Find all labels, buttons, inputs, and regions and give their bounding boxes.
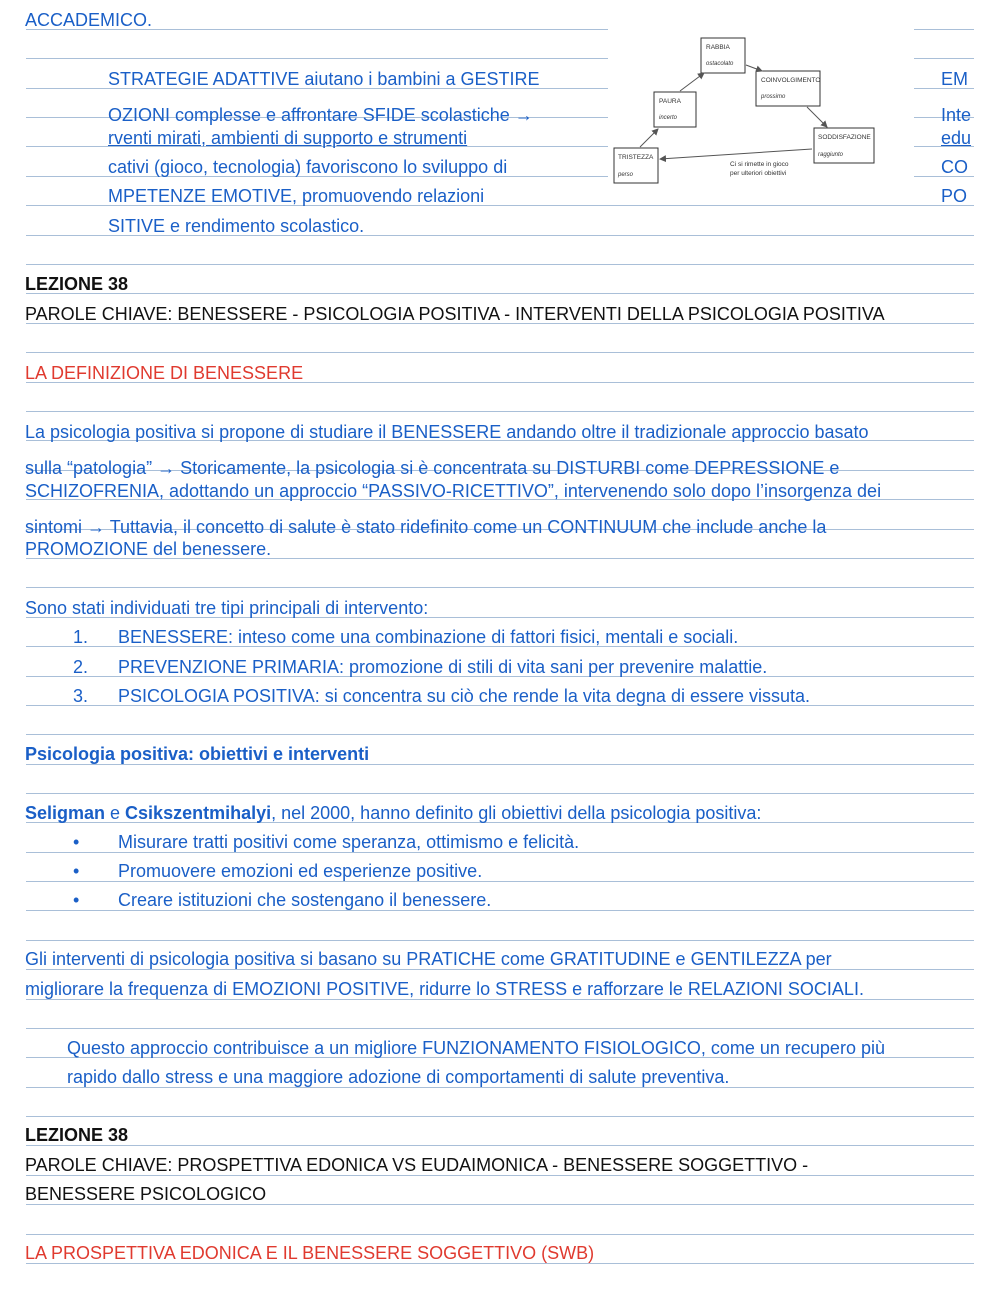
node-title: SODDISFAZIONE (818, 134, 871, 141)
diagram-arrow (640, 129, 658, 147)
authors-rest: , nel 2000, hanno definito gli obiettivi della psicologia positiva: (271, 803, 762, 823)
top-heading: ACCADEMICO. (25, 10, 153, 30)
author-name: Seligman (25, 803, 106, 823)
diagram-arrow (807, 107, 827, 127)
lesson-keywords: PAROLE CHIAVE: BENESSERE - PSICOLOGIA POSITIVA - INTERVENTI DELLA PSICOLOGIA POSITIVA (25, 304, 885, 324)
paragraph-line: Questo approccio contribuisce a un migliore FUNZIONAMENTO FISIOLOGICO, come un recupero più (67, 1038, 885, 1058)
node-title: COINVOLGIMENTO (761, 77, 821, 84)
top-para-line: OZIONI complesse e affrontare SFIDE scolastiche → (108, 105, 533, 125)
numbered-item: BENESSERE: inteso come una combinazione di fattori fisici, mentali e sociali. (118, 627, 739, 647)
top-para-line: SITIVE e rendimento scolastico. (108, 216, 365, 236)
lesson-keywords: BENESSERE PSICOLOGICO (25, 1184, 267, 1204)
top-para-line: STRATEGIE ADATTIVE aiutano i bambini a GESTIRE (108, 69, 540, 89)
bullet: • (73, 861, 80, 881)
section-title: LA PROSPETTIVA EDONICA E IL BENESSERE SOGGETTIVO (SWB) (25, 1243, 595, 1263)
top-para-line: MPETENZE EMOTIVE, promuovendo relazioni (108, 186, 485, 206)
top-para-line: rventi mirati, ambienti di supporto e strumenti (108, 128, 468, 148)
right-fragment: Inte (941, 105, 972, 125)
right-fragment: EM (941, 69, 968, 89)
subheading: Psicologia positiva: obiettivi e interventi (25, 744, 370, 764)
lesson-keywords: PAROLE CHIAVE: PROSPETTIVA EDONICA VS EUDAIMONICA - BENESSERE SOGGETTIVO - (25, 1155, 809, 1175)
lesson-title: LEZIONE 38 (25, 1125, 129, 1145)
paragraph-line: PROMOZIONE del benessere. (25, 539, 272, 559)
node-sub: perso (618, 172, 634, 178)
arrow-label: per ulteriori obiettivi (730, 170, 787, 177)
bullet-item: Promuovere emozioni ed esperienze positive. (118, 861, 483, 881)
authors-line (25, 802, 761, 824)
bullet: • (73, 890, 80, 910)
paragraph-line: SCHIZOFRENIA, adottando un approccio “PASSIVO-RICETTIVO”, intervenendo solo dopo l’insorgenza dei (25, 481, 882, 501)
section-title: LA DEFINIZIONE DI BENESSERE (25, 363, 304, 383)
node-sub: ostacolato (706, 61, 734, 67)
paragraph-line: Gli interventi di psicologia positiva si basano su PRATICHE come GRATITUDINE e GENTILEZZA per (25, 949, 832, 969)
paragraph-line: La psicologia positiva si propone di studiare il BENESSERE andando oltre il tradizionale approccio basato (25, 422, 869, 442)
diagram-node-tristezza (614, 148, 658, 183)
intervention-intro: Sono stati individuati tre tipi principali di intervento: (25, 598, 429, 618)
diagram-arrow (660, 149, 812, 159)
right-fragment: edu (941, 128, 972, 148)
diagram-arrow (680, 73, 704, 91)
list-number: 3. (73, 686, 89, 706)
paragraph-line: sintomi → Tuttavia, il concetto di salute è stato ridefinito come un CONTINUUM che include anche la (25, 517, 827, 537)
node-title: PAURA (659, 98, 681, 105)
bullet-item: Creare istituzioni che sostengano il benessere. (118, 890, 492, 910)
emotion-cycle-diagram (612, 35, 907, 185)
bullet-item: Misurare tratti positivi come speranza, ottimismo e felicità. (118, 832, 580, 852)
node-sub: incerto (659, 115, 678, 121)
bullet: • (73, 832, 80, 852)
author-conjunction: e (105, 803, 126, 823)
numbered-item: PREVENZIONE PRIMARIA: promozione di stili di vita sani per prevenire malattie. (118, 657, 768, 677)
node-title: TRISTEZZA (618, 154, 654, 161)
diagram-node-coinvolgimento (756, 71, 820, 106)
node-title: RABBIA (706, 44, 730, 51)
paragraph-line: migliorare la frequenza di EMOZIONI POSITIVE, ridurre lo STRESS e rafforzare le RELAZIONI SOCIALI. (25, 979, 864, 999)
right-fragment: PO (941, 186, 968, 206)
lesson-title: LEZIONE 38 (25, 274, 129, 294)
diagram-node-soddisfazione (814, 128, 874, 163)
list-number: 1. (73, 627, 89, 647)
numbered-item: PSICOLOGIA POSITIVA: si concentra su ciò che rende la vita degna di essere vissuta. (118, 686, 810, 706)
arrow-label: Ci si rimette in gioco (730, 161, 789, 168)
node-sub: raggiunto (818, 152, 844, 158)
paragraph-line: rapido dallo stress e una maggiore adozione di comportamenti di salute preventiva. (67, 1067, 730, 1087)
node-sub: prossimo (761, 94, 786, 100)
top-para-line: cativi (gioco, tecnologia) favoriscono lo sviluppo di (108, 157, 508, 177)
diagram-node-rabbia (701, 38, 745, 73)
list-number: 2. (73, 657, 89, 677)
author-name: Csikszentmihalyi (125, 803, 272, 823)
paragraph-line: sulla “patologia” → Storicamente, la psicologia si è concentrata su DISTURBI come DEPRESSIONE e (25, 458, 840, 478)
right-fragment: CO (941, 157, 968, 177)
diagram-node-paura (654, 92, 696, 127)
diagram-arrow (746, 65, 762, 71)
